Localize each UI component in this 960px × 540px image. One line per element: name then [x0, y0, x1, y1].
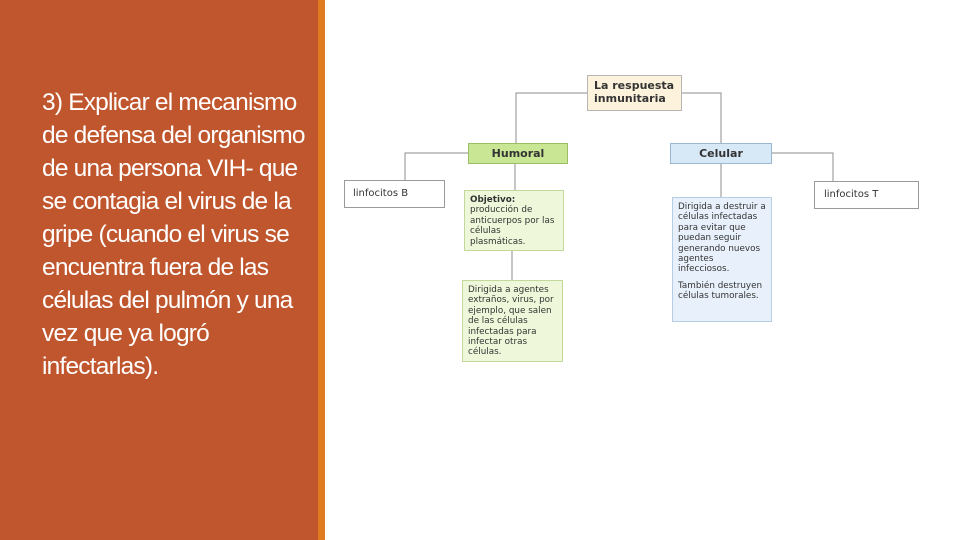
- humoral-objective-node: [464, 190, 564, 251]
- humoral-node: Humoral: [468, 143, 568, 164]
- objective-text: producción de anticuerpos por las células plasmáticas.: [470, 205, 555, 247]
- objective-label: Objetivo:: [470, 195, 516, 205]
- immune-response-root-node: La respuesta inmunitaria: [587, 75, 682, 111]
- celular-detail-node: [672, 197, 772, 322]
- celular-detail-text-2: También destruyen células tumorales.: [678, 280, 763, 302]
- connector-root-celular: [682, 93, 721, 143]
- connector-humoral-lymph-b: [405, 153, 468, 180]
- celular-node: Celular: [670, 143, 772, 164]
- humoral-detail-node: Dirigida a agentes extraños, virus, por ejemplo, que salen de las células infectadas para infectar otras células.: [462, 280, 563, 362]
- connector-celular-lymph-t: [772, 153, 833, 181]
- connector-root-humoral: [516, 93, 587, 143]
- lymphocytes-t-node: linfocitos T: [814, 181, 919, 209]
- lymphocytes-b-node: linfocitos B: [344, 180, 445, 208]
- question-text: 3) Explicar el mecanismo de defensa del organismo de una persona VIH- que se contagia el virus de la gripe (cuando el virus se encuentra fuera de las células del pulmón y una vez que ya logró infectarlas).: [42, 89, 305, 380]
- celular-detail-text-1: Dirigida a destruir a células infectadas para evitar que puedan seguir generando nuevos agentes infecciosos.: [678, 202, 766, 275]
